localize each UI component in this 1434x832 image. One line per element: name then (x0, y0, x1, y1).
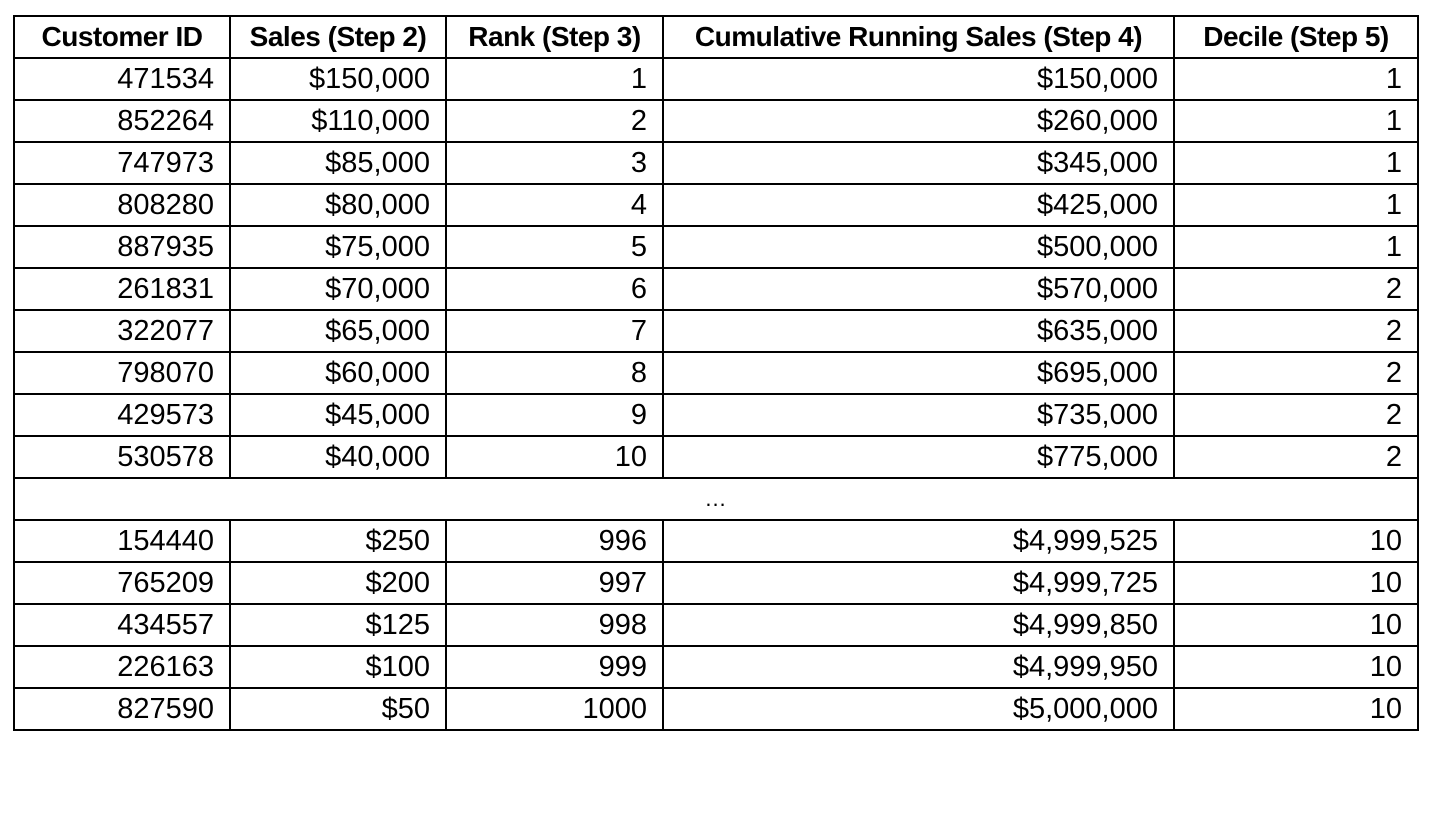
rank-cell: 5 (446, 226, 663, 268)
sales-cell: $80,000 (230, 184, 446, 226)
decile-cell: 1 (1174, 58, 1418, 100)
sales-cell: $150,000 (230, 58, 446, 100)
sales-cell: $50 (230, 688, 446, 730)
cumulative-sales-cell: $5,000,000 (663, 688, 1174, 730)
decile-cell: 2 (1174, 394, 1418, 436)
decile-table (13, 15, 1419, 731)
decile-cell: 10 (1174, 688, 1418, 730)
sales-cell: $40,000 (230, 436, 446, 478)
rank-cell: 4 (446, 184, 663, 226)
decile-cell: 2 (1174, 436, 1418, 478)
table-row (14, 436, 1418, 478)
ellipsis-row (14, 478, 1418, 520)
cumulative-sales-cell: $4,999,725 (663, 562, 1174, 604)
decile-table-container (13, 15, 1419, 731)
header-cumulative-sales: Cumulative Running Sales (Step 4) (663, 16, 1174, 58)
customer-id-cell: 852264 (14, 100, 230, 142)
sales-cell: $85,000 (230, 142, 446, 184)
decile-cell: 1 (1174, 100, 1418, 142)
cumulative-sales-cell: $695,000 (663, 352, 1174, 394)
decile-cell: 10 (1174, 520, 1418, 562)
table-row (14, 142, 1418, 184)
rank-cell: 998 (446, 604, 663, 646)
decile-cell: 2 (1174, 268, 1418, 310)
customer-id-cell: 887935 (14, 226, 230, 268)
sales-cell: $75,000 (230, 226, 446, 268)
rank-cell: 997 (446, 562, 663, 604)
table-row (14, 352, 1418, 394)
decile-cell: 1 (1174, 226, 1418, 268)
customer-id-cell: 808280 (14, 184, 230, 226)
table-row (14, 520, 1418, 562)
decile-cell: 2 (1174, 352, 1418, 394)
rank-cell: 10 (446, 436, 663, 478)
sales-cell: $45,000 (230, 394, 446, 436)
cumulative-sales-cell: $4,999,525 (663, 520, 1174, 562)
customer-id-cell: 765209 (14, 562, 230, 604)
customer-id-cell: 798070 (14, 352, 230, 394)
cumulative-sales-cell: $4,999,950 (663, 646, 1174, 688)
rank-cell: 8 (446, 352, 663, 394)
header-rank: Rank (Step 3) (446, 16, 663, 58)
table-row (14, 310, 1418, 352)
cumulative-sales-cell: $570,000 (663, 268, 1174, 310)
cumulative-sales-cell: $735,000 (663, 394, 1174, 436)
table-row (14, 646, 1418, 688)
decile-cell: 1 (1174, 142, 1418, 184)
decile-cell: 10 (1174, 562, 1418, 604)
rank-cell: 1000 (446, 688, 663, 730)
table-row (14, 562, 1418, 604)
sales-cell: $110,000 (230, 100, 446, 142)
rank-cell: 7 (446, 310, 663, 352)
customer-id-cell: 261831 (14, 268, 230, 310)
customer-id-cell: 226163 (14, 646, 230, 688)
cumulative-sales-cell: $4,999,850 (663, 604, 1174, 646)
table-row (14, 394, 1418, 436)
customer-id-cell: 429573 (14, 394, 230, 436)
cumulative-sales-cell: $260,000 (663, 100, 1174, 142)
table-row (14, 58, 1418, 100)
rank-cell: 996 (446, 520, 663, 562)
sales-cell: $200 (230, 562, 446, 604)
table-row (14, 688, 1418, 730)
rank-cell: 3 (446, 142, 663, 184)
table-row (14, 604, 1418, 646)
sales-cell: $100 (230, 646, 446, 688)
customer-id-cell: 471534 (14, 58, 230, 100)
customer-id-cell: 530578 (14, 436, 230, 478)
header-sales: Sales (Step 2) (230, 16, 446, 58)
cumulative-sales-cell: $150,000 (663, 58, 1174, 100)
sales-cell: $125 (230, 604, 446, 646)
rank-cell: 6 (446, 268, 663, 310)
cumulative-sales-cell: $500,000 (663, 226, 1174, 268)
sales-cell: $70,000 (230, 268, 446, 310)
cumulative-sales-cell: $425,000 (663, 184, 1174, 226)
customer-id-cell: 827590 (14, 688, 230, 730)
cumulative-sales-cell: $635,000 (663, 310, 1174, 352)
table-row (14, 184, 1418, 226)
customer-id-cell: 747973 (14, 142, 230, 184)
bottom-rows (14, 520, 1418, 730)
sales-cell: $250 (230, 520, 446, 562)
top-rows (14, 58, 1418, 478)
header-row (14, 16, 1418, 58)
rank-cell: 1 (446, 58, 663, 100)
rank-cell: 9 (446, 394, 663, 436)
rank-cell: 2 (446, 100, 663, 142)
decile-cell: 1 (1174, 184, 1418, 226)
decile-cell: 10 (1174, 604, 1418, 646)
header-customer-id: Customer ID (14, 16, 230, 58)
sales-cell: $65,000 (230, 310, 446, 352)
customer-id-cell: 322077 (14, 310, 230, 352)
decile-cell: 10 (1174, 646, 1418, 688)
decile-cell: 2 (1174, 310, 1418, 352)
customer-id-cell: 154440 (14, 520, 230, 562)
customer-id-cell: 434557 (14, 604, 230, 646)
header-decile: Decile (Step 5) (1174, 16, 1418, 58)
rank-cell: 999 (446, 646, 663, 688)
table-row (14, 226, 1418, 268)
cumulative-sales-cell: $775,000 (663, 436, 1174, 478)
cumulative-sales-cell: $345,000 (663, 142, 1174, 184)
table-row (14, 100, 1418, 142)
sales-cell: $60,000 (230, 352, 446, 394)
ellipsis-cell: ... (14, 478, 1418, 520)
table-row (14, 268, 1418, 310)
